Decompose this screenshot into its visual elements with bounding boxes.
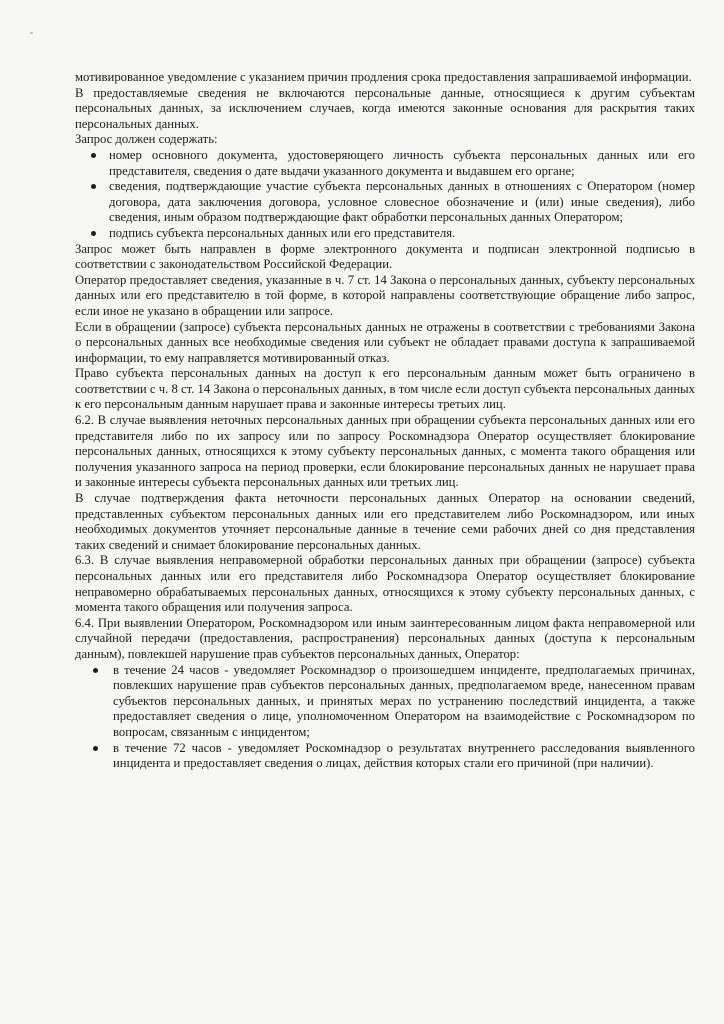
list-item-text: в течение 24 часов - уведомляет Роскомнадзор о произошедшем инциденте, предполагаемых причинах, повлекших нарушение прав субъектов персональных данных, предполагаемом вреде, нанесенном правам субъектов персональных данных, и принятых мерах по устранению последствий инцидента, а также предоставляет сведения о лице, уполномоченном Оператором на взаимодействие с Роскомнадзором по вопросам, связанным с инцидентом; — [113, 662, 695, 739]
list-item — [113, 741, 695, 772]
list-item-text: сведения, подтверждающие участие субъекта персональных данных в отношениях с Оператором (номер договора, дата заключения договора, условное словесное обозначение и (или) иные сведения), либо сведения, иным образом подтверждающие факт обработки персональных данных Оператором; — [109, 179, 695, 225]
list-item — [113, 663, 695, 741]
bullet-icon — [91, 184, 96, 189]
paragraph-6: Если в обращении (запросе) субъекта персональных данных не отражены в соответствии с требованиями Закона о персональных данных все необходимые сведения или субъект не обладает правами доступа к запрашиваемой информации, то ему направляется мотивированный отказ. — [75, 319, 695, 365]
bullet-icon — [93, 668, 98, 673]
section-6-3: 6.3. В случае выявления неправомерной обработки персональных данных при обращении (запросе) субъекта персональных данных или его представителя либо Роскомнадзора Оператор осуществляет блокирование неправомерно обрабатываемых персональных данных, относящихся к этому субъекту персональных данных, с момента такого обращения или получения запроса. — [75, 553, 695, 615]
bullet-icon — [91, 153, 96, 158]
section-6-4: 6.4. При выявлении Оператором, Роскомнадзором или иным заинтересованным лицом факта неправомерной или случайной передачи (предоставления, распространения) персональных данных (доступа к персональным данным), повлекшей нарушение прав субъектов персональных данных, Оператор: — [75, 615, 695, 661]
paragraph-3: Запрос должен содержать: — [75, 132, 218, 147]
paragraph-7: Право субъекта персональных данных на доступ к его персональным данным может быть ограничено в соответствии с ч. 8 ст. 14 Закона о персональных данных, в том числе если доступ субъекта персональных данных к его персональным данным нарушает права и законные интересы третьих лиц. — [75, 366, 695, 412]
list-item — [109, 148, 695, 179]
bullet-icon — [93, 746, 98, 751]
paragraph-5: Оператор предоставляет сведения, указанные в ч. 7 ст. 14 Закона о персональных данных, субъекту персональных данных или его представителю в той форме, в которой направлены соответствующие обращение либо запрос, если иное не указано в обращении или запросе. — [75, 272, 695, 318]
list-item-text: в течение 72 часов - уведомляет Роскомнадзор о результатах внутреннего расследования выявленного инцидента и предоставляет сведения о лицах, действия которых стали его причиной (при наличии). — [113, 740, 695, 771]
scan-speck — [30, 31, 34, 34]
paragraph-1: мотивированное уведомление с указанием причин продления срока предоставления запрашиваемой информации. — [75, 70, 692, 84]
section-6-2: 6.2. В случае выявления неточных персональных данных при обращении субъекта персональных данных или его представителя либо по их запросу или по запросу Роскомнадзора Оператор осуществляет блокирование персональных данных, относящихся к этому субъекту персональных данных, с момента такого обращения или получения указанного запроса на период проверки, если блокирование персональных данных не нарушает права и законные интересы субъекта персональных данных или третьих лиц. — [75, 413, 695, 490]
paragraph-2: В предоставляемые сведения не включаются персональные данные, относящиеся к другим субъектам персональных данных, за исключением случаев, когда имеются законные основания для раскрытия таких персональных данных. — [75, 85, 695, 131]
operator-actions-list — [75, 663, 695, 772]
list-item — [109, 226, 695, 242]
request-contents-list — [75, 148, 695, 242]
list-item-text: номер основного документа, удостоверяющего личность субъекта персональных данных или его представителя, сведения о дате выдачи указанного документа и выдавшем его органе; — [109, 147, 695, 178]
paragraph-9: В случае подтверждения факта неточности персональных данных Оператор на основании сведений, представленных субъектом персональных данных или его представителем либо Роскомнадзором, или иных необходимых документов уточняет персональные данные в течение семи рабочих дней со дня представления таких сведений и снимает блокирование персональных данных. — [75, 491, 695, 552]
bullet-icon — [91, 231, 96, 236]
paragraph-4: Запрос может быть направлен в форме электронного документа и подписан электронной подписью в соответствии с законодательством Российской Федерации. — [75, 241, 695, 272]
list-item — [109, 179, 695, 226]
list-item-text: подпись субъекта персональных данных или его представителя. — [109, 225, 456, 240]
document-body — [75, 70, 695, 772]
